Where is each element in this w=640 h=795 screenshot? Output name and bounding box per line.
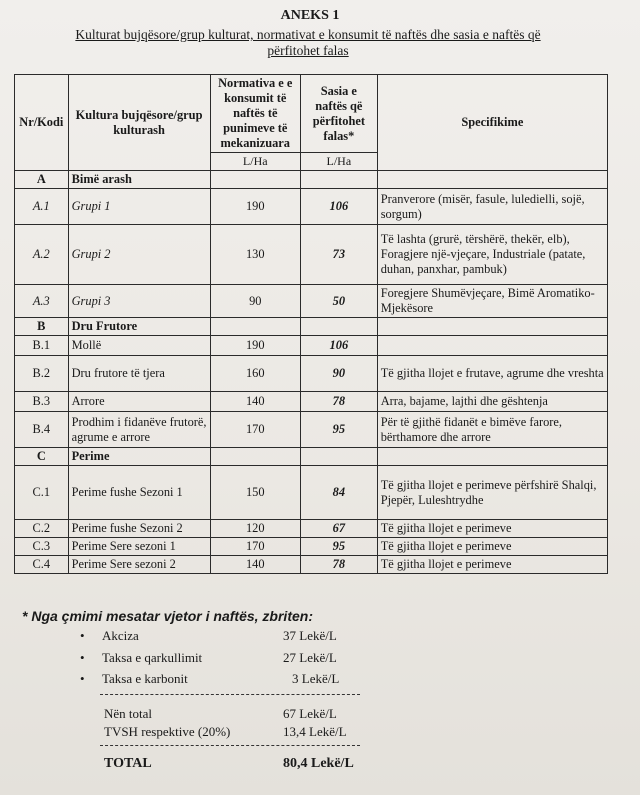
table-body (15, 171, 608, 574)
table-row (15, 189, 608, 225)
specification (377, 336, 607, 356)
specification: Arra, bajame, lajthi dhe gështenja (377, 392, 607, 412)
row-code: B.1 (15, 336, 69, 356)
empty-cell (300, 448, 377, 466)
unit-qty: L/Ha (300, 153, 377, 171)
table-row (15, 520, 608, 538)
specification: Pranverore (misër, fasule, luledielli, sojë, sorgum) (377, 189, 607, 225)
subtotal-label: Nën total (104, 706, 153, 721)
row-code: A.1 (15, 189, 69, 225)
row-code: B.3 (15, 392, 69, 412)
norm-value: 140 (210, 392, 300, 412)
specification: Për të gjithë fidanët e bimëve farore, bërthamore dhe arrore (377, 412, 607, 448)
table-row (15, 392, 608, 412)
norm-value: 120 (210, 520, 300, 538)
footnote-title: * Nga çmimi mesatar vjetor i naftës, zbriten: (22, 608, 313, 624)
crop-name: Grupi 3 (68, 285, 210, 318)
section-code: B (15, 318, 69, 336)
deduction-value: 27 Lekë/L (283, 650, 337, 665)
header-qty: Sasia e naftës që përfitohet falas* (300, 75, 377, 153)
table-row (15, 412, 608, 448)
specification: Të gjitha llojet e perimeve (377, 538, 607, 556)
crop-name: Dru frutore të tjera (68, 356, 210, 392)
empty-cell (377, 448, 607, 466)
header-code: Nr/Kodi (15, 75, 69, 171)
crops-fuel-table (14, 74, 608, 574)
section-name: Bimë arash (68, 171, 210, 189)
norm-value: 130 (210, 225, 300, 285)
crop-name: Grupi 1 (68, 189, 210, 225)
free-fuel-value: 106 (300, 336, 377, 356)
table-row (15, 356, 608, 392)
norm-value: 170 (210, 538, 300, 556)
empty-cell (210, 318, 300, 336)
annex-title: ANEKS 1 (280, 8, 340, 23)
empty-cell (377, 171, 607, 189)
free-fuel-value: 84 (300, 466, 377, 520)
row-code: A.3 (15, 285, 69, 318)
specification: Të gjitha llojet e perimeve (377, 556, 607, 574)
specification: Të lashta (grurë, tërshërë, thekër, elb), Foragjere një-vjeçare, Industriale (patate, duhan, panxhar, pambuk) (377, 225, 607, 285)
norm-value: 140 (210, 556, 300, 574)
bullet-icon: • (80, 671, 85, 686)
free-fuel-value: 95 (300, 538, 377, 556)
norm-value: 160 (210, 356, 300, 392)
crop-name: Perime fushe Sezoni 2 (68, 520, 210, 538)
deduction-label: Taksa e karbonit (102, 671, 188, 686)
specification: Foregjere Shumëvjeçare, Bimë Aromatiko-Mjekësore (377, 285, 607, 318)
vat-value: 13,4 Lekë/L (283, 724, 347, 739)
crop-name: Grupi 2 (68, 225, 210, 285)
free-fuel-value: 106 (300, 189, 377, 225)
crop-name: Perime Sere sezoni 1 (68, 538, 210, 556)
row-code: A.2 (15, 225, 69, 285)
divider-line (100, 694, 360, 695)
crop-name: Prodhim i fidanëve frutorë, agrume e arrore (68, 412, 210, 448)
header-spec: Specifikime (377, 75, 607, 171)
bullet-icon: • (80, 650, 85, 665)
free-fuel-value: 67 (300, 520, 377, 538)
row-code: B.2 (15, 356, 69, 392)
empty-cell (210, 448, 300, 466)
unit-norm: L/Ha (210, 153, 300, 171)
table-row (15, 466, 608, 520)
norm-value: 170 (210, 412, 300, 448)
section-row (15, 448, 608, 466)
specification: Të gjitha llojet e perimeve përfshirë Shalqi, Pjepër, Luleshtrydhe (377, 466, 607, 520)
empty-cell (300, 171, 377, 189)
crop-name: Mollë (68, 336, 210, 356)
total-value: 80,4 Lekë/L (283, 756, 354, 771)
row-code: C.3 (15, 538, 69, 556)
header-norm: Normativa e e konsumit të naftës të punimeve të mekanizuara (210, 75, 300, 153)
specification: Të gjitha llojet e perimeve (377, 520, 607, 538)
crop-name: Perime fushe Sezoni 1 (68, 466, 210, 520)
annex-subtitle (28, 27, 588, 59)
header-crop: Kultura bujqësore/grup kulturash (68, 75, 210, 171)
crop-name: Arrore (68, 392, 210, 412)
free-fuel-value: 50 (300, 285, 377, 318)
row-code: C.1 (15, 466, 69, 520)
deduction-label: Taksa e qarkullimit (102, 650, 203, 665)
free-fuel-value: 73 (300, 225, 377, 285)
divider-line (100, 745, 360, 746)
norm-value: 90 (210, 285, 300, 318)
table-row (15, 285, 608, 318)
norm-value: 150 (210, 466, 300, 520)
section-name: Perime (68, 448, 210, 466)
crop-name: Perime Sere sezoni 2 (68, 556, 210, 574)
total-label: TOTAL (104, 756, 152, 771)
section-code: C (15, 448, 69, 466)
subtotal-value: 67 Lekë/L (283, 706, 337, 721)
row-code: C.4 (15, 556, 69, 574)
section-row (15, 171, 608, 189)
free-fuel-value: 78 (300, 556, 377, 574)
free-fuel-value: 78 (300, 392, 377, 412)
norm-value: 190 (210, 336, 300, 356)
table-row (15, 225, 608, 285)
empty-cell (377, 318, 607, 336)
table-row (15, 538, 608, 556)
deduction-value: 3 Lekë/L (292, 671, 340, 686)
bullet-icon: • (80, 628, 85, 643)
section-row (15, 318, 608, 336)
deduction-label: Akciza (102, 628, 139, 643)
table-row (15, 556, 608, 574)
row-code: B.4 (15, 412, 69, 448)
free-fuel-value: 90 (300, 356, 377, 392)
free-fuel-value: 95 (300, 412, 377, 448)
section-name: Dru Frutore (68, 318, 210, 336)
deduction-value: 37 Lekë/L (283, 628, 337, 643)
subtitle-line-1: Kulturat bujqësore/grup kulturat, normativat e konsumit të naftës dhe sasia e naftës që (75, 27, 541, 42)
section-code: A (15, 171, 69, 189)
empty-cell (300, 318, 377, 336)
table-row (15, 336, 608, 356)
row-code: C.2 (15, 520, 69, 538)
norm-value: 190 (210, 189, 300, 225)
empty-cell (210, 171, 300, 189)
vat-label: TVSH respektive (20%) (104, 724, 231, 739)
subtitle-line-2: përfitohet falas (267, 43, 349, 58)
specification: Të gjitha llojet e frutave, agrume dhe vreshta (377, 356, 607, 392)
